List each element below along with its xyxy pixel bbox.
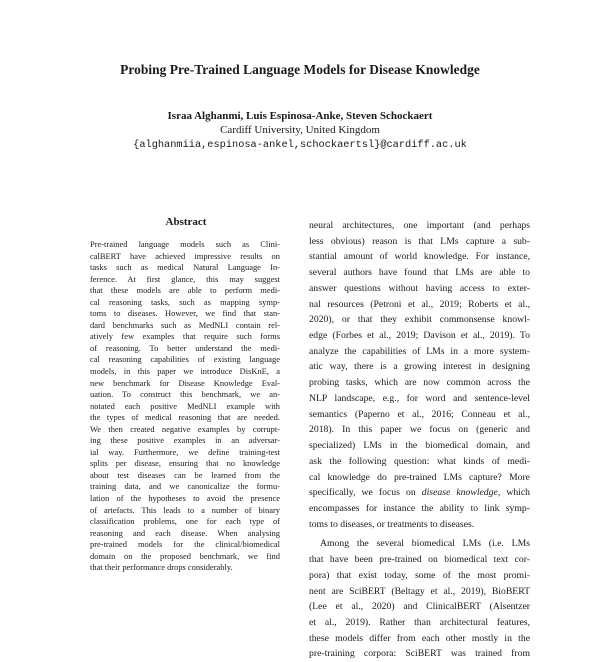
body-line: these models differ from each other mostly in the (309, 632, 530, 644)
body-line: NLP landscape, e.g., for word and sentence-level (309, 392, 530, 404)
body-line: several authors have found that LMs are able to (309, 267, 530, 279)
abstract-line: new benchmark for Disease Knowledge Eval- (90, 377, 280, 388)
body-line: et al., 2019). Rather than architectural features, (309, 616, 530, 628)
abstract-line: cal reasoning tasks, such as mapping symp- (90, 296, 280, 307)
abstract-line: ference. At first glance, this may suggest (90, 273, 280, 284)
body-line: analyze the capabilities of LMs in a more system- (309, 345, 530, 357)
abstract-line: splits per disease, ensuring that no knowledge (90, 458, 280, 469)
body-line: toms to diseases, or treatments to diseases. (309, 518, 475, 530)
abstract-line: Pre-trained language models such as Clini- (90, 239, 280, 249)
abstract-line: pre-trained models for the clinical/biomedical (90, 539, 280, 550)
author-list: Israa Alghanmi, Luis Espinosa-Anke, Steven Schockaert (167, 110, 433, 122)
abstract-line: that their performance drops considerably. (90, 562, 233, 573)
body-line: encompasses for instance the ability to link symp- (309, 502, 530, 514)
body-line: 2018). In this paper we focus on (generic and (309, 424, 530, 436)
abstract-line: lation of the hypotheses to avoid the presence (90, 493, 280, 504)
abstract-line: notated each positive MedNLI example with (90, 400, 280, 411)
body-line: ask the following question: what kinds of medi- (309, 455, 530, 467)
abstract-line: training data, and we canonicalize the formu- (90, 481, 280, 492)
body-line: 2020), or that they exhibit commonsense knowl- (309, 314, 530, 326)
abstract-line: of reasoning. To better understand the medi- (90, 342, 280, 353)
body-line: semantics (Paperno et al., 2016; Conneau et al., (309, 408, 530, 420)
body-line: atic way, there is a growing interest in designing (309, 361, 530, 373)
abstract-line: models, in this paper we introduce DisKnE, a (90, 366, 280, 377)
abstract-line: uation. To construct this benchmark, we an- (90, 389, 280, 400)
body-line (309, 485, 530, 501)
abstract-line: of artefacts. This leads to a number of binary (90, 504, 280, 515)
body-text: , which (497, 487, 530, 499)
body-line: probing tasks, which are now common across the (309, 377, 530, 389)
abstract-heading: Abstract (165, 216, 207, 228)
body-line: stantial amount of world knowledge. For instance, (309, 251, 530, 263)
body-line: answer questions without having access to exter- (309, 282, 530, 294)
introduction-column (309, 218, 530, 662)
body-line: neural architectures, one important (and perhaps (309, 220, 530, 231)
author-emails: {alghanmiia,espinosa-ankel,schockaertsl}@cardiff.ac.uk (133, 139, 467, 151)
abstract-line: classification problems, one for each type of (90, 516, 280, 527)
emphasis-text: disease knowledge (421, 487, 498, 499)
abstract-line: calBERT have achieved impressive results on (90, 250, 280, 261)
abstract-line: tasks such as medical Natural Language In- (90, 262, 280, 273)
abstract-line: domain on the proposed benchmark, we find (90, 550, 280, 561)
body-line: pre-training corpora: SciBERT was trained from (309, 648, 530, 660)
body-line: less obvious) reason is that LMs capture a sub- (309, 235, 530, 247)
body-line: nal resources (Petroni et al., 2019; Roberts et al., (309, 298, 530, 310)
abstract-line: reasoning and each disease. When analysing (90, 527, 280, 538)
abstract-line: We then created negative examples by corrupt- (90, 423, 280, 434)
abstract-line: toms to diseases. However, we find that stan- (90, 308, 280, 319)
body-line: that have been pre-trained on biomedical text cor- (309, 554, 530, 566)
abstract-line: dard benchmarks such as MedNLI contain rel- (90, 319, 280, 330)
body-line: cal knowledge do pre-trained LMs capture? More (309, 471, 530, 483)
body-line: nent are SciBERT (Beltagy et al., 2019), BioBERT (309, 585, 530, 597)
body-line: edge (Forbes et al., 2019; Davison et al., 2019). To (309, 330, 530, 342)
affiliation: Cardiff University, United Kingdom (220, 124, 380, 136)
body-line: pora) that exist today, some of the most promi- (309, 569, 530, 581)
abstract-line: about test diseases can be learned from the (90, 469, 280, 480)
abstract-line: cal reasoning capabilities of existing language (90, 354, 280, 365)
abstract-line: the types of medical reasoning that are needed. (90, 412, 280, 423)
body-text: specifically, we focus on (309, 487, 422, 499)
abstract-body (90, 239, 280, 574)
abstract-line: atively few examples that require such forms (90, 331, 280, 342)
body-line: specialized) LMs in the biomedical domain, and (309, 440, 530, 452)
body-line: (Lee et al., 2020) and ClinicalBERT (Alsentzer (309, 601, 530, 613)
abstract-line: ing these positive examples in an adversar- (90, 435, 280, 446)
paper-title: Probing Pre-Trained Language Models for Disease Knowledge (120, 62, 480, 77)
body-line: Among the several biomedical LMs (i.e. LMs (320, 538, 530, 550)
abstract-line: ial way. Furthermore, we define training-test (90, 446, 280, 457)
abstract-line: that these models are able to perform medi- (90, 285, 280, 296)
